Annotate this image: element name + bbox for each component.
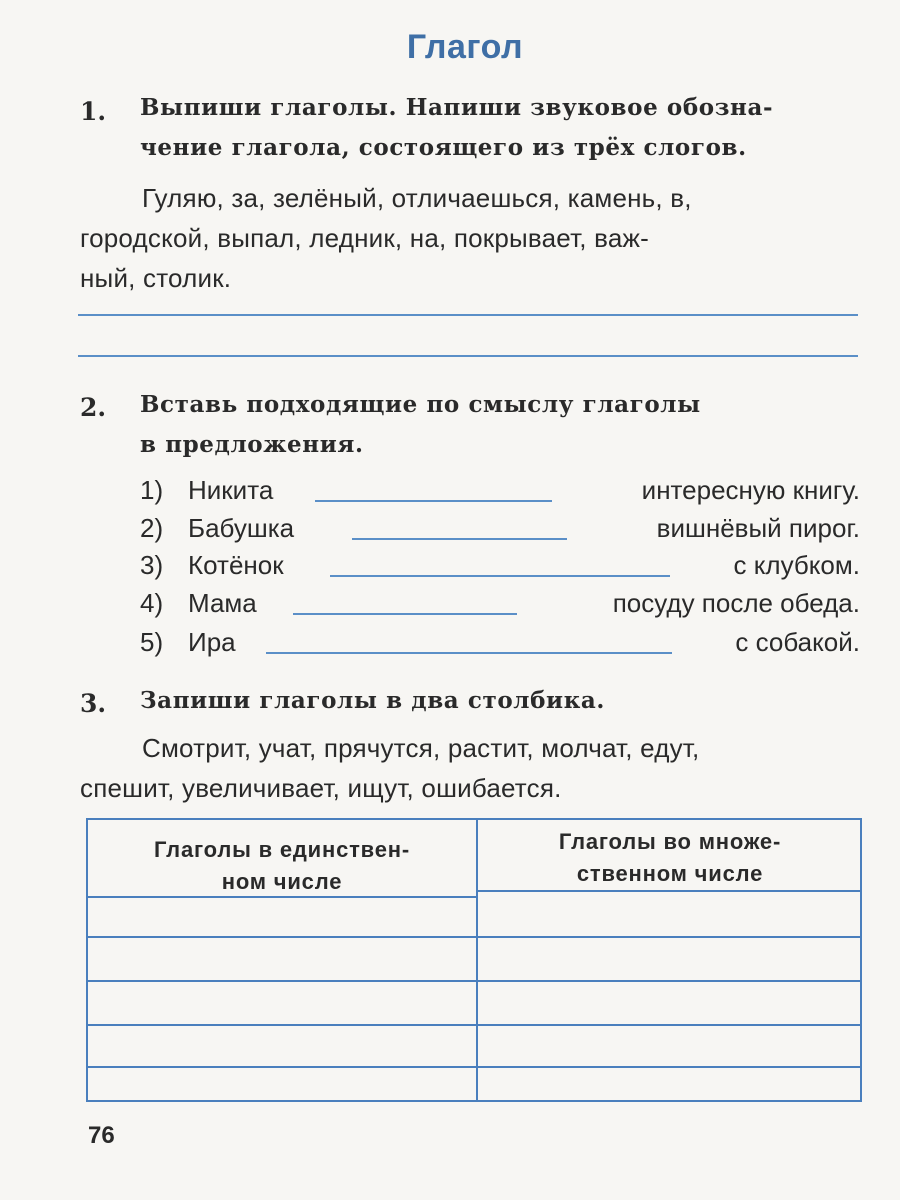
table-header-plural-line2: ственном числе bbox=[576, 861, 764, 886]
sentence-5-blank[interactable] bbox=[266, 652, 672, 654]
sentence-3-rest: с клубком. bbox=[733, 550, 860, 580]
task1-words bbox=[80, 178, 860, 298]
task1-instruction-line1: Выпиши глаголы. Напиши звуковое обозна- bbox=[140, 94, 774, 121]
task1-answer-line-1[interactable] bbox=[78, 314, 858, 316]
sentence-4-number: 4) bbox=[140, 588, 164, 618]
sentence-5-subject: Ира bbox=[188, 627, 236, 657]
sentence-5 bbox=[140, 624, 860, 660]
table-row-line bbox=[88, 896, 476, 898]
sentence-4-blank[interactable] bbox=[293, 613, 517, 615]
sentence-1 bbox=[140, 472, 860, 508]
sentence-4-rest: посуду после обеда. bbox=[612, 588, 860, 618]
table-header-singular-line1: Глаголы в единствен- bbox=[154, 837, 410, 862]
table-row-line[interactable] bbox=[88, 1066, 860, 1068]
task1-words-line1: Гуляю, за, зелёный, отличаешься, камень, в, bbox=[142, 183, 692, 213]
sentence-2-subject: Бабушка bbox=[188, 513, 295, 543]
sentence-5-number: 5) bbox=[140, 627, 164, 657]
sentence-5-rest: с собакой. bbox=[735, 627, 860, 657]
table-header-singular-line2: ном числе bbox=[221, 869, 343, 894]
sentence-3 bbox=[140, 547, 860, 583]
task2-instruction-line1: Вставь подходящие по смыслу глаголы bbox=[140, 391, 701, 418]
table-row-line bbox=[476, 890, 860, 892]
task1-instruction bbox=[140, 88, 860, 168]
sentence-2-number: 2) bbox=[140, 513, 164, 543]
task3-words-line1: Смотрит, учат, прячутся, растит, молчат, едут, bbox=[142, 733, 700, 763]
task3-instruction: Запиши глаголы в два столбика. bbox=[140, 687, 606, 714]
sentence-4 bbox=[140, 585, 860, 621]
sentence-4-subject: Мама bbox=[188, 588, 257, 618]
task3-words bbox=[80, 728, 860, 808]
sentence-2 bbox=[140, 510, 860, 546]
task1-words-line2: городской, выпал, ледник, на, покрывает, важ- bbox=[80, 223, 649, 253]
table-row-line[interactable] bbox=[88, 1024, 860, 1026]
table-header-singular bbox=[88, 834, 476, 898]
sentence-3-subject: Котёнок bbox=[188, 550, 284, 580]
task3-number: 3. bbox=[80, 689, 107, 718]
sentence-1-rest: интересную книгу. bbox=[641, 475, 860, 505]
page-number: 76 bbox=[88, 1122, 115, 1149]
table-row-line[interactable] bbox=[88, 936, 860, 938]
task2-instruction bbox=[140, 385, 860, 465]
task1-words-line3: ный, столик. bbox=[80, 263, 232, 293]
sentence-2-rest: вишнёвый пирог. bbox=[656, 513, 860, 543]
sentence-1-blank[interactable] bbox=[315, 500, 552, 502]
sentence-1-number: 1) bbox=[140, 475, 164, 505]
sentence-3-blank[interactable] bbox=[330, 575, 670, 577]
task1-instruction-line2: чение глагола, состоящего из трёх слогов. bbox=[140, 134, 747, 161]
task1-answer-line-2[interactable] bbox=[78, 355, 858, 357]
table-header-plural bbox=[476, 826, 864, 890]
task2-number: 2. bbox=[80, 393, 107, 422]
page-title: Глагол bbox=[406, 28, 524, 66]
task1-number: 1. bbox=[80, 97, 107, 126]
task2-instruction-line2: в предложения. bbox=[140, 431, 364, 458]
sentence-1-subject: Никита bbox=[188, 475, 274, 505]
verb-table bbox=[86, 818, 862, 1102]
task3-words-line2: спешит, увеличивает, ищут, ошибается. bbox=[80, 773, 562, 803]
sentence-3-number: 3) bbox=[140, 550, 164, 580]
table-header-plural-line1: Глаголы во множе- bbox=[558, 829, 782, 854]
table-row-line[interactable] bbox=[88, 980, 860, 982]
sentence-2-blank[interactable] bbox=[352, 538, 567, 540]
